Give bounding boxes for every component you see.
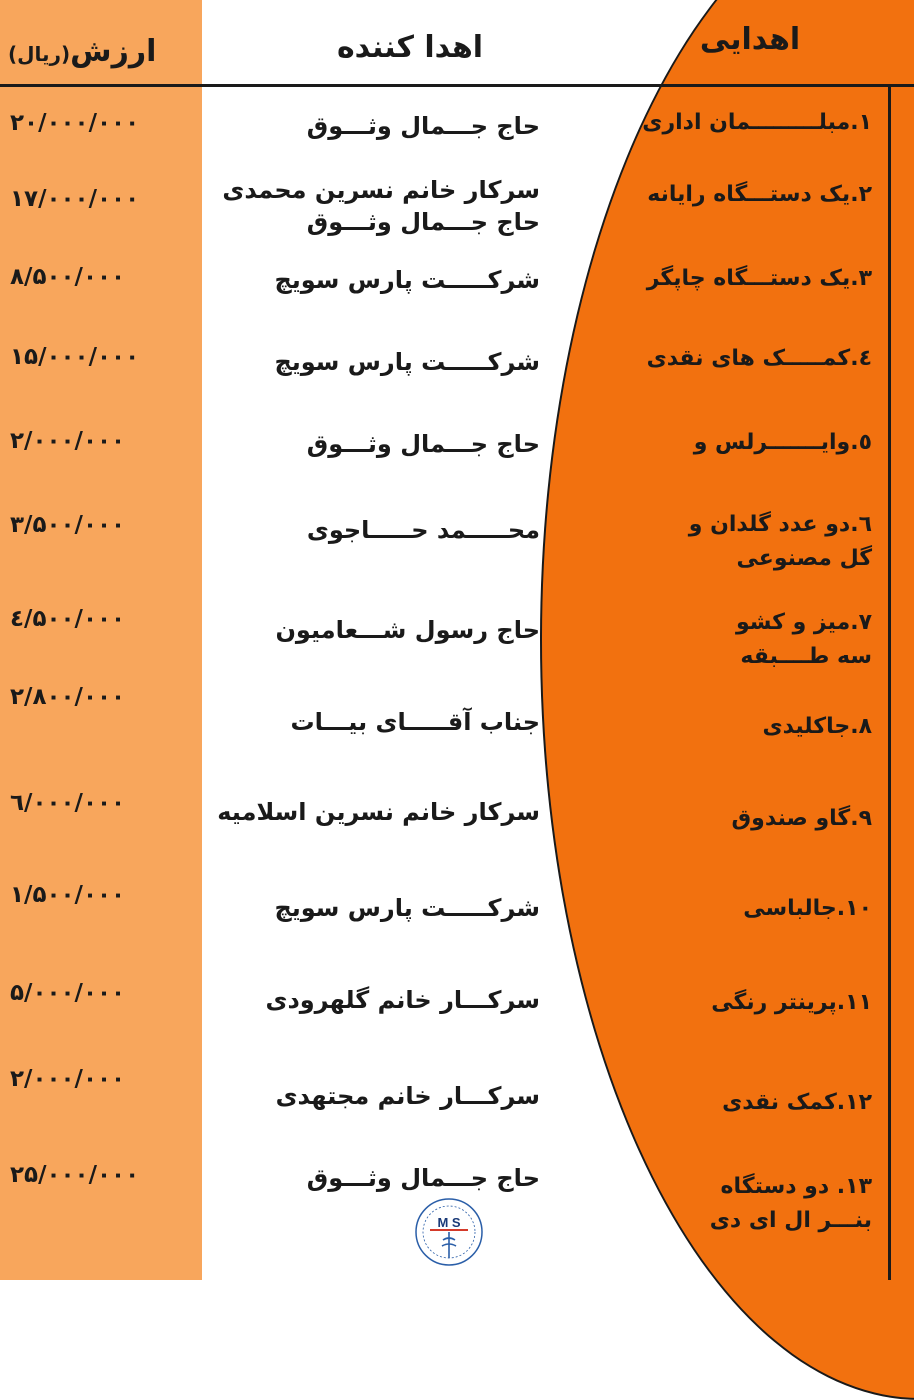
row-11-item (580, 986, 872, 1020)
row-10-donor (205, 892, 540, 924)
ms-logo-icon (408, 1196, 490, 1268)
row-13-donor (205, 1162, 540, 1194)
row-9-donor (205, 796, 540, 828)
row-5-donor (205, 428, 540, 460)
row-3-donor (205, 264, 540, 296)
row-6-value: ۳/۵۰۰/۰۰۰ (10, 512, 126, 538)
row-3-item-line-1: ۳.یک دستـــگاه چاپگر (646, 266, 872, 291)
row-12-value: ۲/۰۰۰/۰۰۰ (10, 1066, 126, 1092)
row-3-value: ۸/۵۰۰/۰۰۰ (10, 264, 126, 290)
row-11-donor-line-1: سرکـــار خانم گلهرودی (265, 986, 540, 1014)
row-2-donor-line-1: سرکار خانم نسرین محمدی (222, 176, 540, 204)
row-7-item-line-2: سه طــــبقه (740, 644, 872, 669)
header-value-unit: (ریال) (8, 42, 71, 66)
row-4-value: ۱۵/۰۰۰/۰۰۰ (10, 344, 140, 370)
header-donor: اهدا کننده (336, 30, 484, 65)
row-9-item-line-1: ۹.گاو صندوق (731, 806, 872, 831)
row-13-value: ۲۵/۰۰۰/۰۰۰ (10, 1162, 140, 1188)
row-7-donor-line-1: حاج رسول شـــعامیون (275, 616, 540, 644)
row-8-donor-line-1: جناب آقـــــای بیـــات (290, 708, 540, 736)
row-13-item-line-2: بنـــر ال ای دی (709, 1208, 872, 1233)
row-4-item-line-1: ٤.کمـــــک های نقدی (646, 346, 872, 371)
row-4-donor-line-1: شرکـــــت پارس سویچ (274, 348, 540, 376)
header-divider (0, 84, 914, 87)
row-10-item (580, 892, 872, 926)
row-12-donor (205, 1080, 540, 1112)
row-12-item-line-1: ۱۲.کمک نقدی (722, 1090, 872, 1115)
row-11-value: ۵/۰۰۰/۰۰۰ (10, 980, 126, 1006)
row-6-item-line-1: ٦.دو عدد گلدان و (688, 512, 872, 537)
row-2-item (580, 178, 872, 212)
row-10-donor-line-1: شرکـــــت پارس سویچ (274, 894, 540, 922)
row-5-item (580, 426, 872, 460)
row-6-item (580, 508, 872, 576)
header-item: اهدایی (699, 22, 801, 57)
row-5-donor-line-1: حاج جـــمال وثـــوق (306, 430, 540, 458)
row-2-donor (205, 174, 540, 238)
row-9-item (580, 802, 872, 836)
row-2-donor-line-2: حاج جـــمال وثـــوق (306, 208, 540, 236)
row-12-donor-line-1: سرکـــار خانم مجتهدی (275, 1082, 540, 1110)
logo-text: M S (437, 1215, 461, 1230)
row-10-item-line-1: ۱۰.جالباسی (743, 896, 872, 921)
row-3-item (580, 262, 872, 296)
row-7-value: ٤/۵۰۰/۰۰۰ (10, 606, 126, 632)
row-6-donor-line-1: محـــــمد حـــــاجوی (306, 516, 540, 544)
row-9-donor-line-1: سرکار خانم نسرین اسلامیه (217, 798, 540, 826)
row-8-donor (205, 706, 540, 738)
row-1-item (580, 106, 872, 140)
row-1-value: ۲۰/۰۰۰/۰۰۰ (10, 110, 140, 136)
row-11-item-line-1: ۱۱.پرینتر رنگی (711, 990, 872, 1015)
row-11-donor (205, 984, 540, 1016)
row-10-value: ۱/۵۰۰/۰۰۰ (10, 882, 126, 908)
row-13-item-line-1: ۱۳. دو دستگاه (720, 1174, 872, 1199)
right-border-line (888, 87, 891, 1280)
row-7-item (580, 606, 872, 674)
row-13-donor-line-1: حاج جـــمال وثـــوق (306, 1164, 540, 1192)
row-7-item-line-1: ۷.میز و کشو (735, 610, 872, 635)
row-9-value: ٦/۰۰۰/۰۰۰ (10, 790, 126, 816)
row-3-donor-line-1: شرکـــــت پارس سویچ (274, 266, 540, 294)
row-8-item-line-1: ۸.جاکلیدی (762, 714, 872, 739)
row-6-item-line-2: گل مصنوعی (736, 546, 872, 571)
row-8-value: ۲/۸۰۰/۰۰۰ (10, 684, 126, 710)
row-6-donor (205, 514, 540, 546)
row-1-donor (205, 110, 540, 142)
row-2-item-line-1: ۲.یک دستـــگاه رایانه (647, 182, 872, 207)
row-1-donor-line-1: حاج جـــمال وثـــوق (306, 112, 540, 140)
row-12-item (580, 1086, 872, 1120)
row-4-item (580, 342, 872, 376)
row-2-value: ۱۷/۰۰۰/۰۰۰ (10, 186, 140, 212)
header-value-label: ارزش (70, 34, 157, 69)
row-1-item-line-1: ۱.مبلـــــــــمان اداری (642, 110, 872, 135)
row-7-donor (205, 614, 540, 646)
row-4-donor (205, 346, 540, 378)
row-5-item-line-1: ٥.وایـــــــرلس و (693, 430, 872, 455)
header-value (8, 34, 156, 69)
row-8-item (580, 710, 872, 744)
row-5-value: ۲/۰۰۰/۰۰۰ (10, 428, 126, 454)
row-13-item (580, 1170, 872, 1238)
